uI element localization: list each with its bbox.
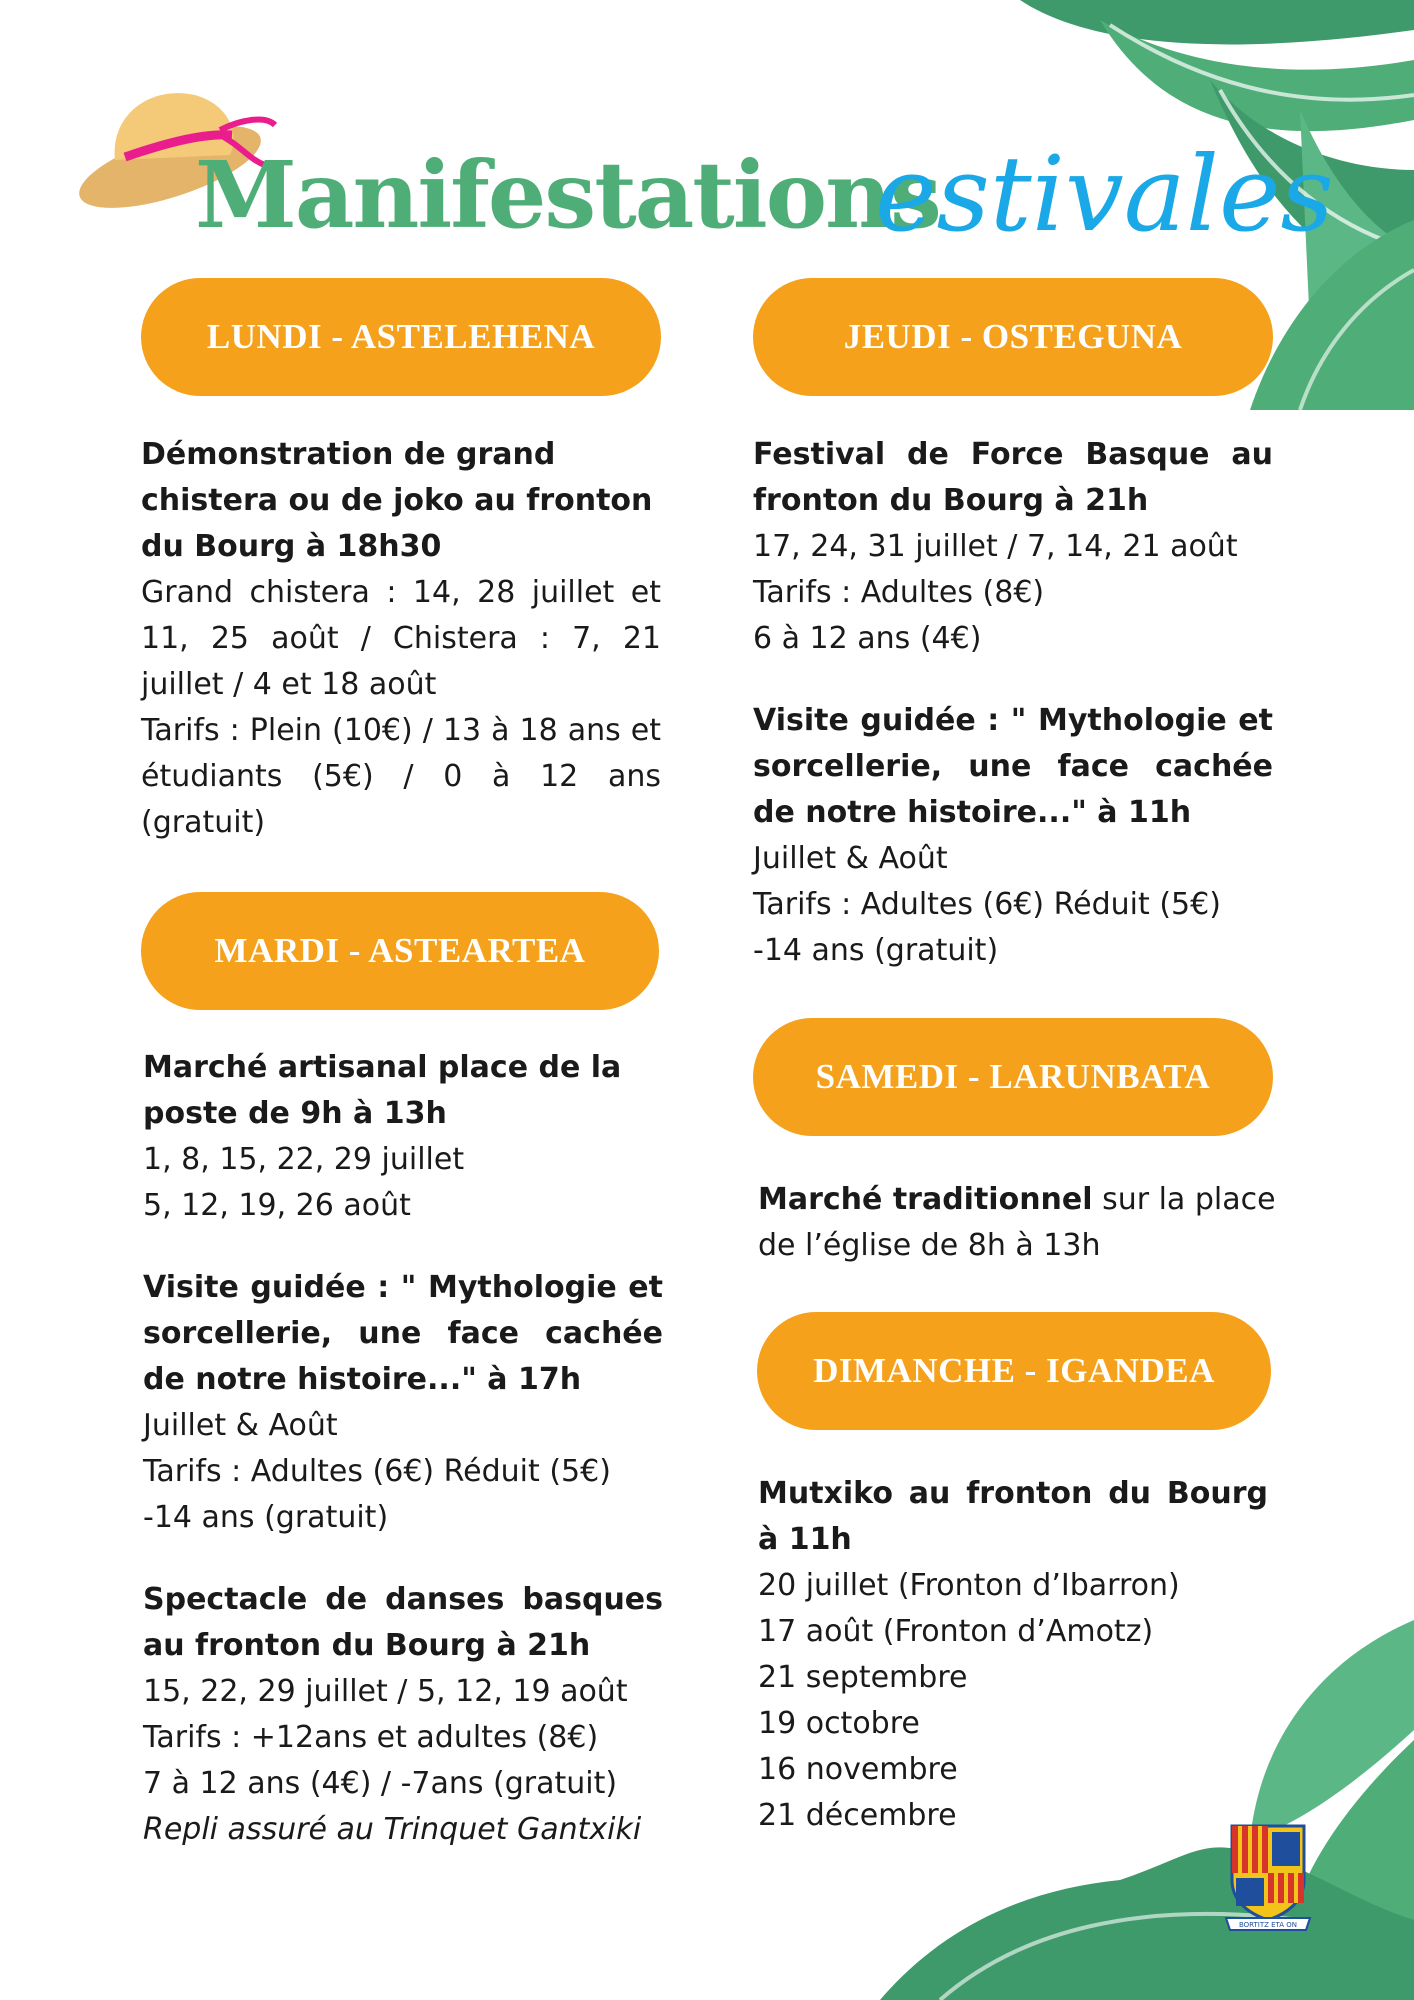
event-prices: Tarifs : Plein (10€) / 13 à 18 ans et étudiants (5€) / 0 à 12 ans (gratuit) xyxy=(141,713,661,840)
event-line: 1, 8, 15, 22, 29 juillet xyxy=(143,1142,465,1177)
event-line: Tarifs : Adultes (8€) xyxy=(753,575,1045,610)
event-line: Juillet & Août xyxy=(753,841,948,876)
pill-thursday xyxy=(753,278,1273,396)
date-line: 20 juillet (Fronton d’Ibarron) xyxy=(758,1568,1180,1603)
event-line: Juillet & Août xyxy=(143,1408,338,1443)
event-line: Tarifs : Adultes (6€) Réduit (5€) xyxy=(753,887,1221,922)
event-dates: Grand chistera : 14, 28 juillet et 11, 25 août / Chistera : 7, 21 juillet / 4 et 18 août xyxy=(141,575,661,702)
date-line: 16 novembre xyxy=(758,1752,958,1787)
event-title: Visite guidée : " Mythologie et sorcellerie, une face cachée de notre histoire..." à 17h xyxy=(143,1270,663,1397)
page-title xyxy=(195,133,1334,270)
event-title: Spectacle de danses basques au fronton du Bourg à 21h xyxy=(143,1582,663,1663)
saturday-events xyxy=(758,1177,1283,1269)
date-line: 19 octobre xyxy=(758,1706,920,1741)
date-line: 21 septembre xyxy=(758,1660,968,1695)
event-text: sur la place de l’église de 8h à 13h xyxy=(758,1182,1276,1263)
pill-saturday-label: SAMEDI - LARUNBATA xyxy=(815,1057,1211,1096)
event-note: Repli assuré au Trinquet Gantxiki xyxy=(143,1812,642,1847)
event-line: -14 ans (gratuit) xyxy=(753,933,999,968)
pill-tuesday-label: MARDI - ASTEARTEA xyxy=(214,931,586,970)
event-line: -14 ans (gratuit) xyxy=(143,1500,389,1535)
crest-motto: BORTITZ ETA ON xyxy=(1238,1921,1298,1929)
pill-sunday xyxy=(757,1312,1271,1430)
pill-thursday-label: JEUDI - OSTEGUNA xyxy=(843,317,1183,356)
event-line: 5, 12, 19, 26 août xyxy=(143,1188,411,1223)
event-line: Tarifs : +12ans et adultes (8€) xyxy=(143,1720,599,1755)
pill-monday xyxy=(141,278,661,396)
event-line: 7 à 12 ans (4€) / -7ans (gratuit) xyxy=(143,1766,618,1801)
pill-tuesday xyxy=(141,892,659,1010)
event-line: 15, 22, 29 juillet / 5, 12, 19 août xyxy=(143,1674,628,1709)
coat-of-arms-icon xyxy=(1222,1820,1314,1932)
monday-events xyxy=(141,432,661,846)
pill-saturday xyxy=(753,1018,1273,1136)
date-line: 17 août (Fronton d’Amotz) xyxy=(758,1614,1154,1649)
event-line: Tarifs : Adultes (6€) Réduit (5€) xyxy=(143,1454,611,1489)
thursday-events xyxy=(753,432,1273,974)
sunday-events xyxy=(758,1471,1268,1839)
event-title: Démonstration de grand chistera ou de joko au fronton du Bourg à 18h30 xyxy=(141,437,653,564)
event-title: Mutxiko au fronton du Bourg à 11h xyxy=(758,1476,1268,1557)
event-title: Marché artisanal place de la poste de 9h à 13h xyxy=(143,1050,622,1131)
pill-monday-label: LUNDI - ASTELEHENA xyxy=(206,317,596,356)
pill-sunday-label: DIMANCHE - IGANDEA xyxy=(813,1351,1215,1390)
title-main: Manifestations xyxy=(195,141,940,249)
title-script: estivales xyxy=(875,133,1334,255)
event-line: 17, 24, 31 juillet / 7, 14, 21 août xyxy=(753,529,1238,564)
event-title: Visite guidée : " Mythologie et sorcellerie, une face cachée de notre histoire..." à 11h xyxy=(753,703,1273,830)
event-line: 6 à 12 ans (4€) xyxy=(753,621,982,656)
tuesday-events xyxy=(143,1045,663,1853)
event-title: Marché traditionnel xyxy=(758,1182,1093,1217)
date-line: 21 décembre xyxy=(758,1798,957,1833)
event-title: Festival de Force Basque au fronton du Bourg à 21h xyxy=(753,437,1273,518)
